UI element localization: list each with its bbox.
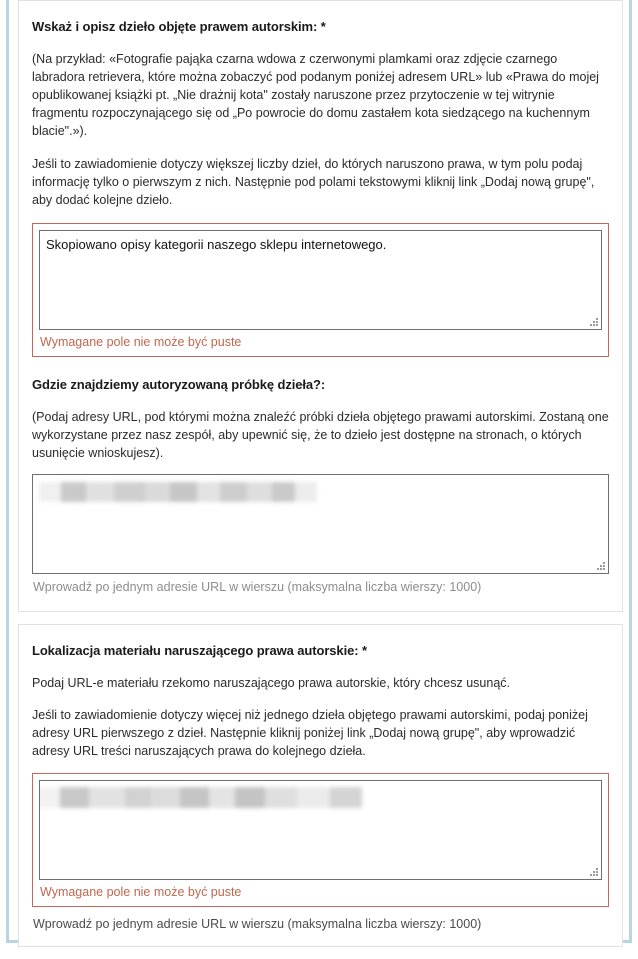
resize-grip-icon[interactable] (595, 560, 606, 571)
page-frame (6, 0, 632, 943)
redacted-url-text (39, 787, 362, 808)
authorized-sample-helper-text: Wprowadź po jednym adresie URL w wierszu (maksymalna liczba wierszy: 1000) (33, 580, 482, 595)
section-heading-authorized-sample: Gdzie znajdziemy autoryzowaną próbkę dzieła?: (32, 376, 326, 392)
infringing-urls-helper-text: Wprowadź po jednym adresie URL w wierszu (maksymalna liczba wierszy: 1000) (33, 916, 482, 931)
section-heading-describe-work: Wskaż i opisz dzieło objęte prawem autorskim: * (32, 19, 326, 34)
section-paragraph-sample-urls: (Podaj adresy URL, pod którymi można znaleźć próbki dzieła objętego prawami autorskimi. Zostaną one wykorzystane przez nasz zespół, aby upewnić się, że to dzieło jest dostępne na stronach, o których usunięcie wnioskujesz). (32, 409, 609, 461)
describe-work-field-group (32, 223, 609, 357)
describe-work-error-message: Wymagane pole nie może być puste (40, 334, 242, 349)
describe-work-textarea-value: Skopiowano opisy kategorii naszego sklepu internetowego. (46, 236, 387, 252)
describe-work-textarea[interactable] (39, 230, 602, 330)
infringing-urls-field-group (32, 773, 609, 907)
section-paragraph-multiple-works-urls: Jeśli to zawiadomienie dotyczy więcej niż jednego dzieła objętego prawami autorskimi, podaj poniżej adresy URL pierwszego z dzieł. Następnie kliknij poniżej link „Dodaj nową grupę", aby wprowadzić adresy URL treści naruszających prawa do kolejnego dzieła. (32, 708, 588, 759)
infringing-urls-error-message: Wymagane pole nie może być puste (40, 884, 242, 899)
section-heading-infringing-location: Lokalizacja materiału naruszającego prawa autorskie: * (32, 643, 367, 659)
section-paragraph-provide-urls: Podaj URL-e materiału rzekomo naruszającego prawa autorskie, który chcesz usunąć. (32, 676, 511, 691)
infringing-material-panel (18, 624, 623, 946)
resize-grip-icon[interactable] (588, 316, 599, 327)
section-paragraph-example: (Na przykład: «Fotografie pająka czarna wdowa z czerwonymi plamkami oraz zdjęcie czarnego labradora retrievera, które można zobaczyć pod podanym poniżej adresem URL» lub «Prawa do mojej opublikowanej książki pt. „Nie drażnij kota" zostały naruszone przez przytoczenie w tej witrynie fragmentu rozpoczynającego się od „Po powrocie do domu zastałem kota siedzącego na kuchennym blacie".»). (32, 51, 599, 139)
redacted-url-text (39, 482, 317, 502)
infringing-urls-textarea[interactable] (39, 780, 602, 880)
copyright-work-panel (18, 0, 623, 612)
resize-grip-icon[interactable] (588, 866, 599, 877)
authorized-sample-field-group (32, 474, 609, 595)
authorized-sample-textarea[interactable] (32, 474, 609, 574)
form-container (18, 0, 623, 959)
section-paragraph-multiple-works: Jeśli to zawiadomienie dotyczy większej liczby dzieł, do których naruszono prawa, w tym polu podaj informację tylko o pierwszym z nich. Następnie pod polami tekstowymi kliknij link „Dodaj nową grupę", aby dodać kolejne dzieło. (32, 156, 595, 207)
